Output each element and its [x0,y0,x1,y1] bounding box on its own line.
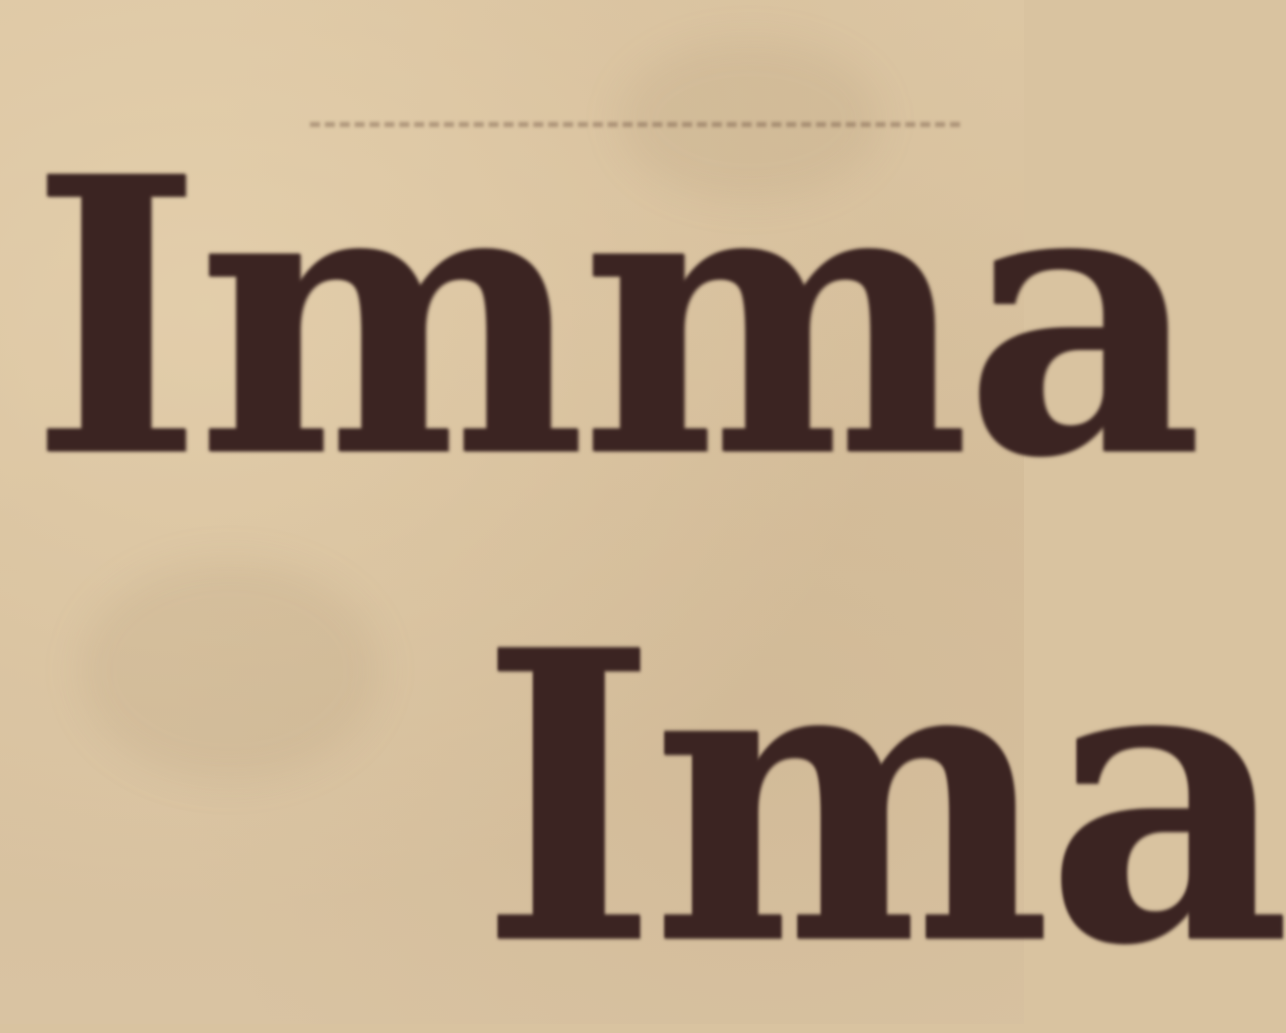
text-line-2: Ima [480,564,1286,1033]
text-line-1: Imma [30,94,1198,542]
paper-stain [80,560,380,780]
